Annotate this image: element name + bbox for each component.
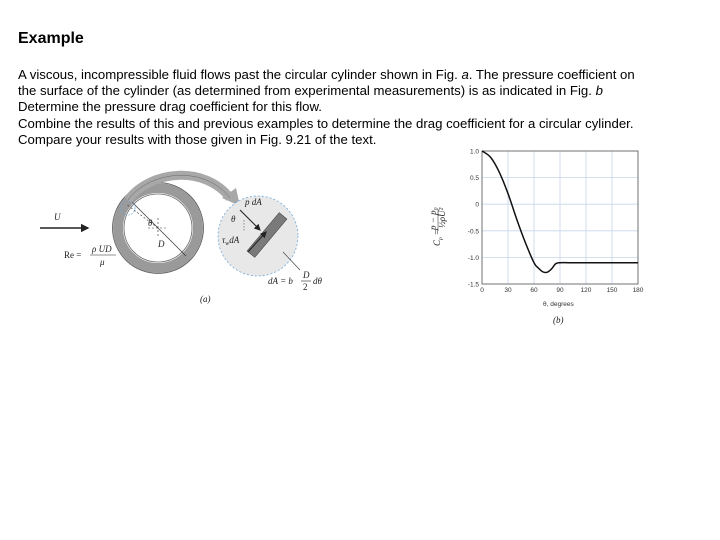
x-tick-label: 0 xyxy=(480,287,484,294)
re-denominator: μ xyxy=(100,257,105,267)
y-tick-label: 0.5 xyxy=(469,175,479,183)
label-theta: θ xyxy=(148,218,153,228)
y-tick-label: 0 xyxy=(475,201,479,209)
x-tick-label: 60 xyxy=(530,287,538,294)
y-tick-label: 1.0 xyxy=(469,148,479,156)
dA-num: D xyxy=(303,270,310,280)
x-tick-label: 90 xyxy=(556,287,564,294)
caption-b: (b) xyxy=(553,315,564,325)
statement-line-5: Compare your results with those given in Fig. 9.21 of the text. xyxy=(18,131,377,147)
x-tick-label: 120 xyxy=(580,287,592,294)
label-U: U xyxy=(54,212,61,222)
dA-rhs: dθ xyxy=(313,276,322,286)
x-tick-label: 180 xyxy=(632,287,644,294)
dA-den: 2 xyxy=(303,282,308,292)
caption-a: (a) xyxy=(200,294,211,304)
x-tick-label: 150 xyxy=(606,287,618,294)
label-theta-2: θ xyxy=(231,214,236,224)
y-axis-label xyxy=(428,207,447,246)
chart-ticks xyxy=(468,149,644,295)
re-numerator: ρ UD xyxy=(92,244,112,254)
x-axis-label: θ, degrees xyxy=(543,301,574,308)
y-tick-label: -1.5 xyxy=(467,281,479,289)
svg-text:p − p₀: p − p₀ xyxy=(428,207,438,230)
statement-line-1: A viscous, incompressible fluid flows past the circular cylinder shown in Fig. a. The pressure coefficient on xyxy=(18,67,635,82)
x-tick-label: 30 xyxy=(504,287,512,294)
label-D: D xyxy=(158,239,165,249)
statement-line-2: the surface of the cylinder (as determined from experimental measurements) is as indicated in Fig. b xyxy=(18,83,603,99)
fig-a-ref: a xyxy=(461,67,469,82)
label-tau-dA: $\tau_wdA$ xyxy=(222,235,240,247)
label-pdA: p dA xyxy=(245,197,262,207)
dA-lhs: dA = b xyxy=(268,276,293,286)
y-tick-label: -0.5 xyxy=(467,228,479,236)
svg-text:Cp=: $C_p=$ xyxy=(432,229,444,246)
svg-text:½ρU²: ½ρU² xyxy=(437,207,447,228)
page-heading: Example xyxy=(18,30,84,47)
chart-grid xyxy=(482,151,638,284)
y-tick-label: -1.0 xyxy=(467,254,479,262)
statement-line-4: Combine the results of this and previous examples to determine the drag coefficient for a circular cylinder. xyxy=(18,115,634,131)
statement-line-3: Determine the pressure drag coefficient for this flow. xyxy=(18,99,322,115)
re-label: Re = xyxy=(64,250,82,260)
fig-b-ref: b xyxy=(595,83,603,99)
